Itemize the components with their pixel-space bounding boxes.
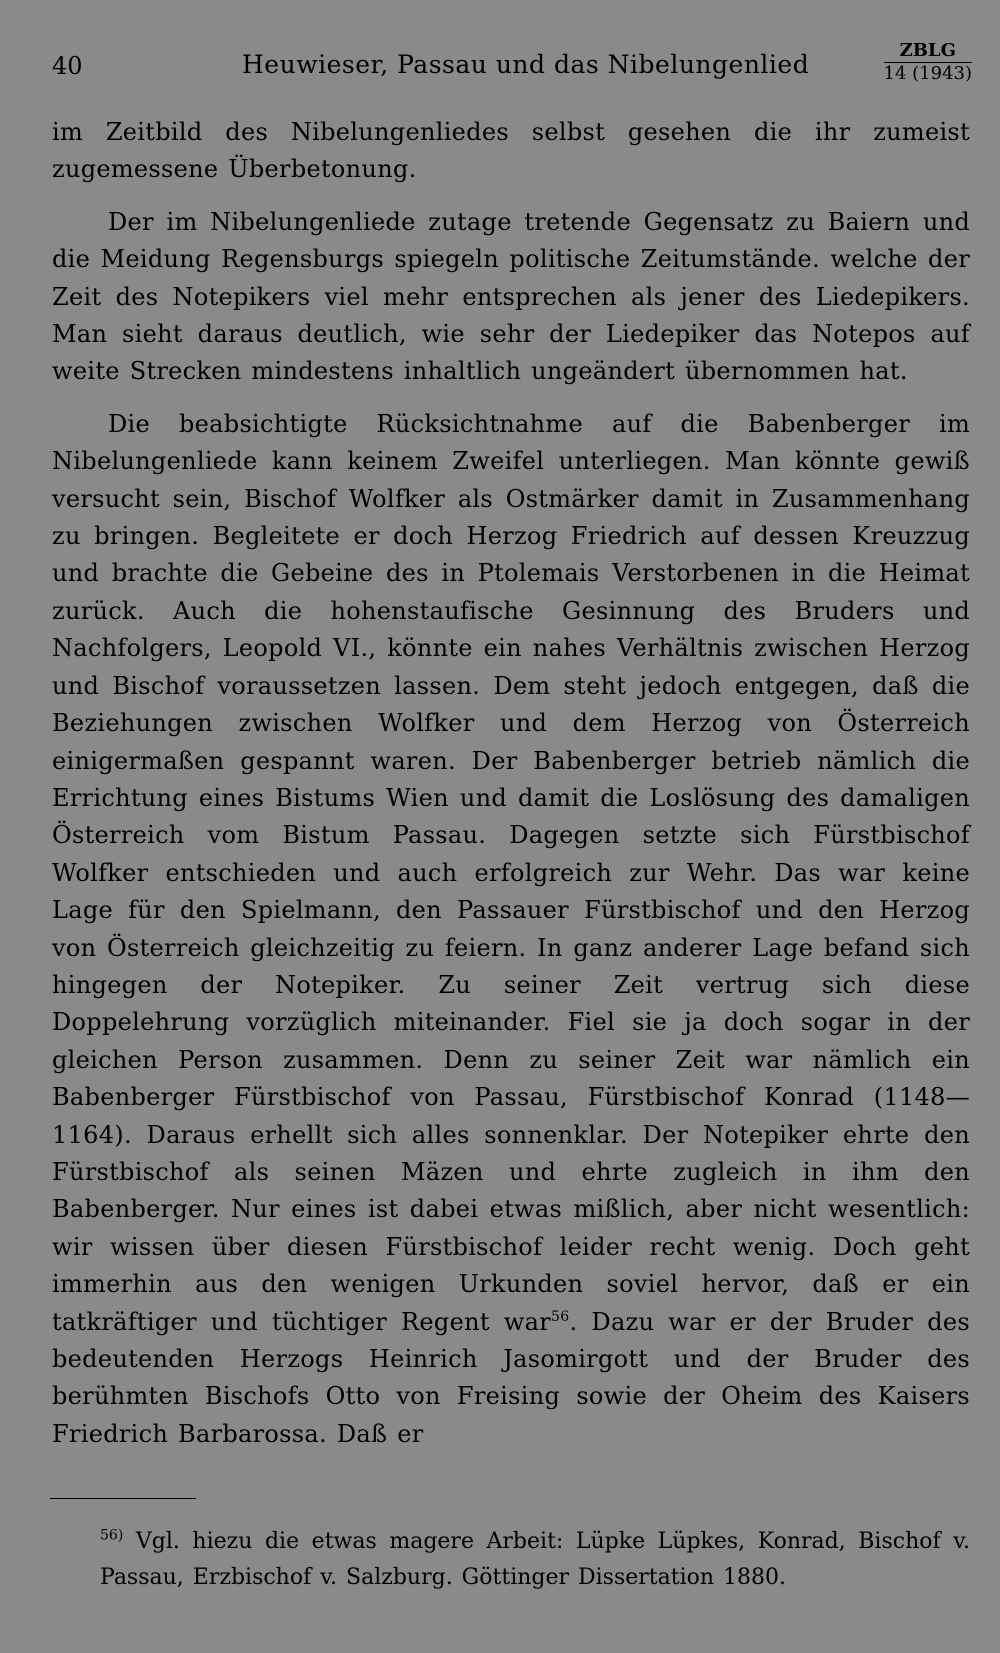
paragraph-continued: im Zeitbild des Nibelungenliedes selbst gesehen die ihr zumeist zugemessene Überbetonung. [52,118,970,184]
paragraph: Der im Nibelungenliede zutage tretende Gegensatz zu Baiern und die Meidung Regensburgs spiegeln politische Zeitumstände. welche der Zeit des Notepikers viel mehr entsprechen als jener des Liedepikers. Man sieht daraus deutlich, wie sehr der Liedepiker das Notepos auf weite Strecken mindestens inhaltlich ungeändert übernommen hat. [52,207,970,386]
footnote [52,1524,970,1596]
journal-abbreviation: ZBLG [884,40,972,63]
body-text [52,114,970,1453]
footnote-divider [50,1498,196,1499]
paragraph: Die beabsichtigte Rücksichtnahme auf die Babenberger im Nibelungenliede kann keinem Zweifel unterliegen. Man könnte gewiß versucht sein, Bischof Wolfker als Ostmärker damit in Zusammenhang zu bringen. Begleitete er doch Herzog Friedrich auf dessen Kreuzzug und brachte die Gebeine des in Ptolemais Verstorbenen in die Heimat zurück. Auch die hohenstaufische Gesinnung des Bruders und Nachfolgers, Leopold VI., könnte ein nahes Verhältnis zwischen Herzog und Bischof voraussetzen lassen. Dem steht jedoch entgegen, daß die Beziehungen zwischen Wolfker und dem Herzog von Österreich einigermaßen gespannt waren. Der Babenberger betrieb nämlich die Errichtung eines Bistums Wien und damit die Loslösung des damaligen Österreich vom Bistum Passau. Dagegen setzte sich Fürstbischof Wolfker entschieden und auch erfolgreich zur Wehr. Das war keine Lage für den Spielmann, den Passauer Fürstbischof und den Herzog von Österreich gleichzeitig zu feiern. In ganz anderer Lage befand sich hingegen der Notepiker. Zu seiner Zeit vertrug sich diese Doppelehrung vorzüglich miteinander. Fiel sie ja doch sogar in der gleichen Person zusammen. Denn zu seiner Zeit war nämlich ein Babenberger Fürstbischof von Passau, Fürstbischof Konrad (1148—1164). Daraus erhellt sich alles sonnenklar. Der Notepiker ehrte den Fürstbischof als seinen Mäzen und ehrte zugleich in ihm den Babenberger. Nur eines ist dabei etwas mißlich, aber nicht wesentlich: wir wissen über diesen Fürstbischof leider recht wenig. Doch geht immerhin aus den wenigen Urkunden soviel hervor, daß er ein tatkräftiger und tüchtiger Regent war$^{56}$. Dazu war er der Bruder des bedeutenden Herzogs Heinrich Jasomirgott und der Bruder des berühmten Bischofs Otto von Freising sowie der Oheim des Kaisers Friedrich Barbarossa. Daß er [52,409,970,1448]
paragraph-text: Die beabsichtigte Rücksichtnahme auf die Babenberger im Nibelungenliede kann keinem Zweifel unterliegen. Man könnte gewiß versucht sein, Bischof Wolfker als Ostmärker damit in Zusammenhang zu bringen. Begleitete er doch Herzog Friedrich auf dessen Kreuzzug und brachte die Gebeine des in Ptolemais Verstorbenen in die Heimat zurück. Auch die hohenstaufische Gesinnung des Bruders und Nachfolgers, Leopold VI., könnte ein nahes Verhältnis zwischen Herzog und Bischof voraussetzen lassen. Dem steht jedoch entgegen, daß die Beziehungen zwischen Wolfker und dem Herzog von Österreich einigermaßen gespannt waren. Der Babenberger betrieb nämlich die Errichtung eines Bistums Wien und damit die Loslösung des damaligen Österreich vom Bistum Passau. Dagegen setzte sich Fürstbischof Wolfker entschieden und auch erfolgreich zur Wehr. Das war keine Lage für den Spielmann, den Passauer Fürstbischof und den Herzog von Österreich gleichzeitig zu feiern. In ganz anderer Lage befand sich hingegen der Notepiker. Zu seiner Zeit vertrug sich diese Doppelehrung vorzüglich miteinander. Fiel sie ja doch sogar in der gleichen Person zusammen. Denn zu seiner Zeit war nämlich ein Babenberger Fürstbischof von Passau, Fürstbischof Konrad (1148—1164). Daraus erhellt sich alles sonnenklar. Der Notepiker ehrte den Fürstbischof als seinen Mäzen und ehrte zugleich in ihm den Babenberger. Nur eines ist dabei etwas mißlich, aber nicht wesentlich: wir wissen über diesen Fürstbischof leider recht wenig. Doch geht immerhin aus den wenigen Urkunden soviel hervor, daß er ein tatkräftiger und tüchtiger Regent war [52,409,970,1336]
journal-volume: 14 (1943) [883,63,972,84]
page-number: 40 [52,52,83,80]
page-header [52,40,972,94]
paragraph-text: Dazu war er der Bruder des bedeutenden Herzogs Heinrich Jasomirgott und der Bruder des berühmten Bischofs Otto von Freising sowie der Oheim des Kaisers Friedrich Barbarossa. Daß er [52,1307,970,1448]
footnote-text: Vgl. hiezu die etwas magere Arbeit: Lüpke Lüpkes, Konrad, Bischof v. Passau, Erzbischof v. Salzburg. Göttinger Dissertation 1880. [100,1529,971,1590]
journal-reference [884,40,972,85]
footnote-reference[interactable]: 56 [551,1308,570,1325]
footnote-marker: 56) [100,1527,124,1544]
running-title: Heuwieser, Passau und das Nibelungenlied [242,50,810,79]
